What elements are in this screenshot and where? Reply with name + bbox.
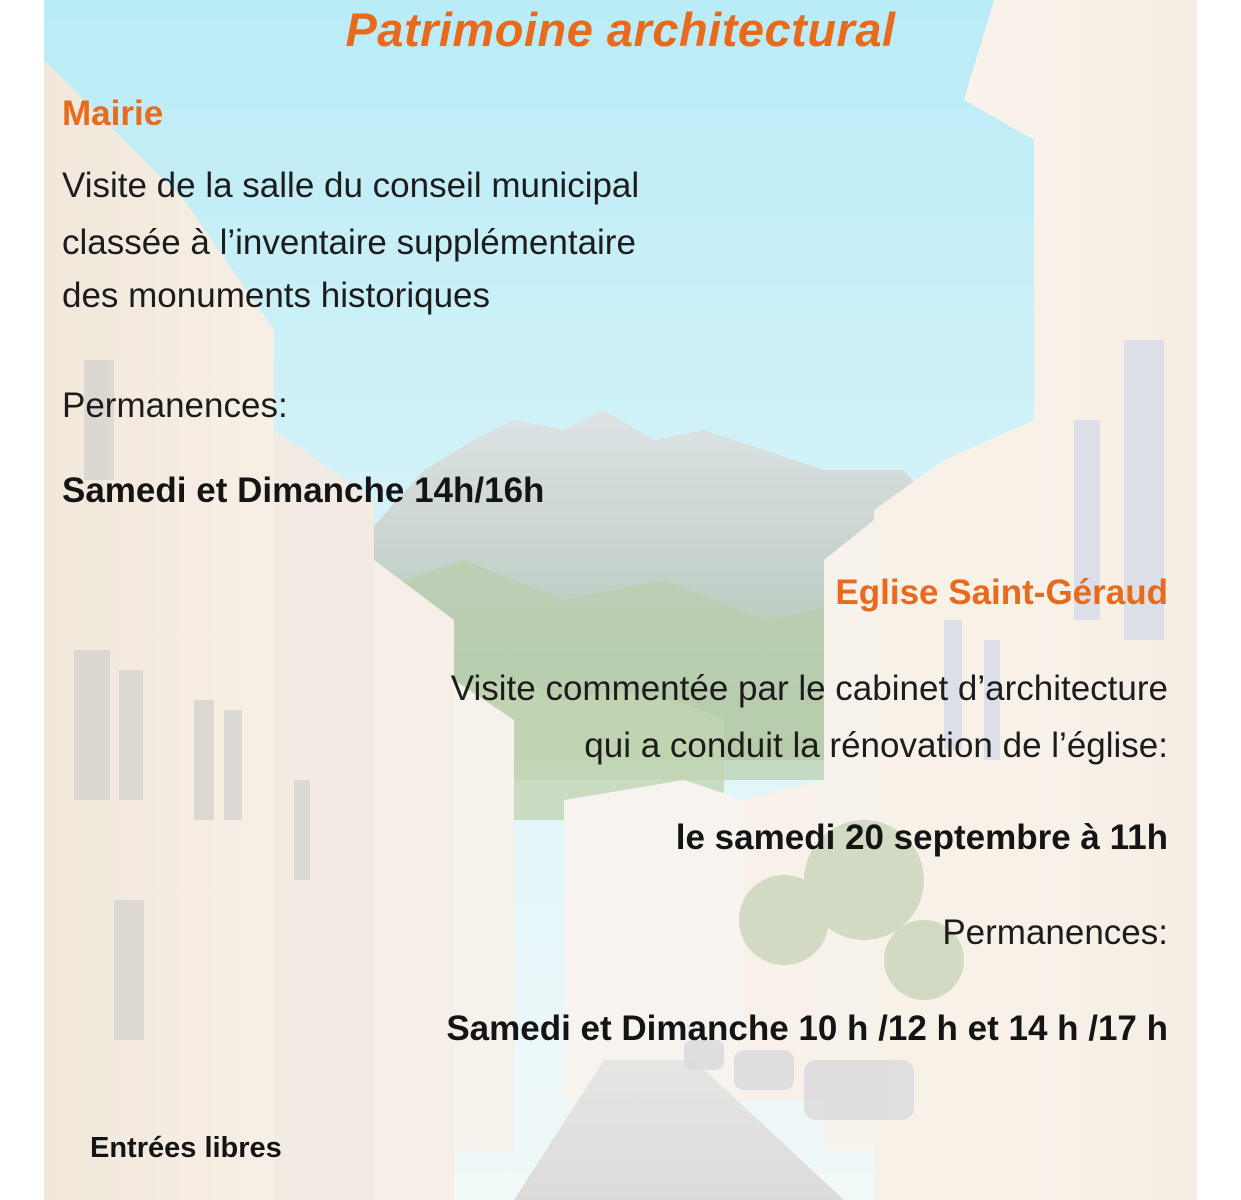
eglise-description-line-1: Visite commentée par le cabinet d’architecture xyxy=(450,669,1168,708)
poster-title: Patrimoine architectural xyxy=(345,3,896,56)
eglise-schedule: Samedi et Dimanche 10 h /12 h et 14 h /17 h xyxy=(446,1009,1168,1048)
eglise-description-line-2: qui a conduit la rénovation de l’église: xyxy=(584,726,1168,765)
mairie-permanences-label: Permanences: xyxy=(62,386,288,425)
mairie-description-line-2: classée à l’inventaire supplémentaire xyxy=(62,223,636,262)
free-entry-note: Entrées libres xyxy=(90,1132,282,1164)
eglise-guided-visit: le samedi 20 septembre à 11h xyxy=(675,818,1168,857)
eglise-permanences-label: Permanences: xyxy=(942,913,1168,952)
mairie-description-line-1: Visite de la salle du conseil municipal xyxy=(62,166,640,205)
mairie-schedule: Samedi et Dimanche 14h/16h xyxy=(62,471,545,510)
eglise-heading: Eglise Saint-Géraud xyxy=(835,573,1168,612)
mairie-heading: Mairie xyxy=(62,94,164,133)
mairie-description-line-3: des monuments historiques xyxy=(62,276,490,315)
